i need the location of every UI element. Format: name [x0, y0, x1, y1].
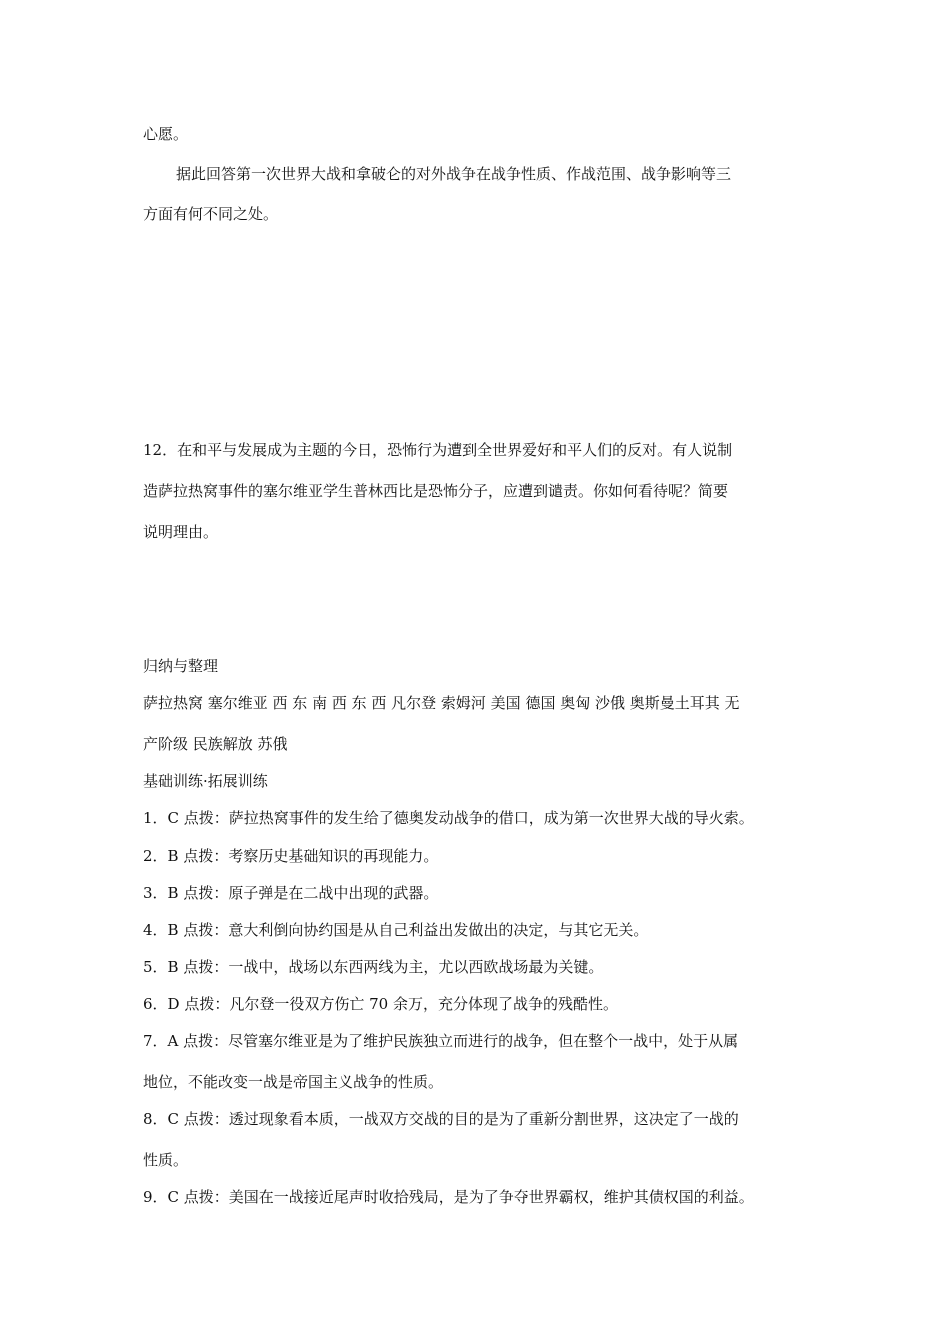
answer-4: 4．B 点拨：意大利倒向协约国是从自己利益出发做出的决定，与其它无关。 [143, 921, 649, 939]
summary-line-1: 萨拉热窝 塞尔维亚 西 东 南 西 东 西 凡尔登 索姆河 美国 德国 奥匈 沙俄 奥斯曼土耳其 无 [143, 694, 740, 712]
answer-5: 5．B 点拨：一战中，战场以东西两线为主，尤以西欧战场最为关键。 [143, 958, 604, 976]
answer-8-line-1: 8．C 点拨：透过现象看本质，一战双方交战的目的是为了重新分割世界，这决定了一战的 [143, 1110, 739, 1128]
answer-7-line-2: 地位，不能改变一战是帝国主义战争的性质。 [143, 1073, 444, 1091]
answer-3: 3．B 点拨：原子弹是在二战中出现的武器。 [143, 884, 439, 902]
training-heading: 基础训练·拓展训练 [143, 772, 268, 790]
summary-line-2: 产阶级 民族解放 苏俄 [143, 735, 288, 753]
answer-9: 9．C 点拨：美国在一战接近尾声时收拾残局，是为了争夺世界霸权，维护其债权国的利益。 [143, 1188, 754, 1206]
answer-8-line-2: 性质。 [143, 1151, 189, 1169]
answer-1: 1．C 点拨：萨拉热窝事件的发生给了德奥发动战争的借口，成为第一次世界大战的导火索。 [143, 809, 754, 827]
q12-line-3: 说明理由。 [143, 523, 219, 541]
q12-line-2: 造萨拉热窝事件的塞尔维亚学生普林西比是恐怖分子，应遭到谴责。你如何看待呢？简要 [143, 482, 729, 500]
answer-6: 6．D 点拨：凡尔登一役双方伤亡 70 余万，充分体现了战争的残酷性。 [143, 995, 618, 1013]
summary-heading: 归纳与整理 [143, 657, 219, 675]
q11-tail-text: 心愿。 [143, 125, 189, 143]
q11-question-line-2: 方面有何不同之处。 [143, 205, 279, 223]
answer-2: 2．B 点拨：考察历史基础知识的再现能力。 [143, 847, 439, 865]
q12-line-1: 12．在和平与发展成为主题的今日，恐怖行为遭到全世界爱好和平人们的反对。有人说制 [143, 441, 733, 459]
q11-question-line-1: 据此回答第一次世界大战和拿破仑的对外战争在战争性质、作战范围、战争影响等三 [176, 165, 732, 183]
answer-7-line-1: 7．A 点拨：尽管塞尔维亚是为了维护民族独立而进行的战争，但在整个一战中，处于从属 [143, 1032, 739, 1050]
